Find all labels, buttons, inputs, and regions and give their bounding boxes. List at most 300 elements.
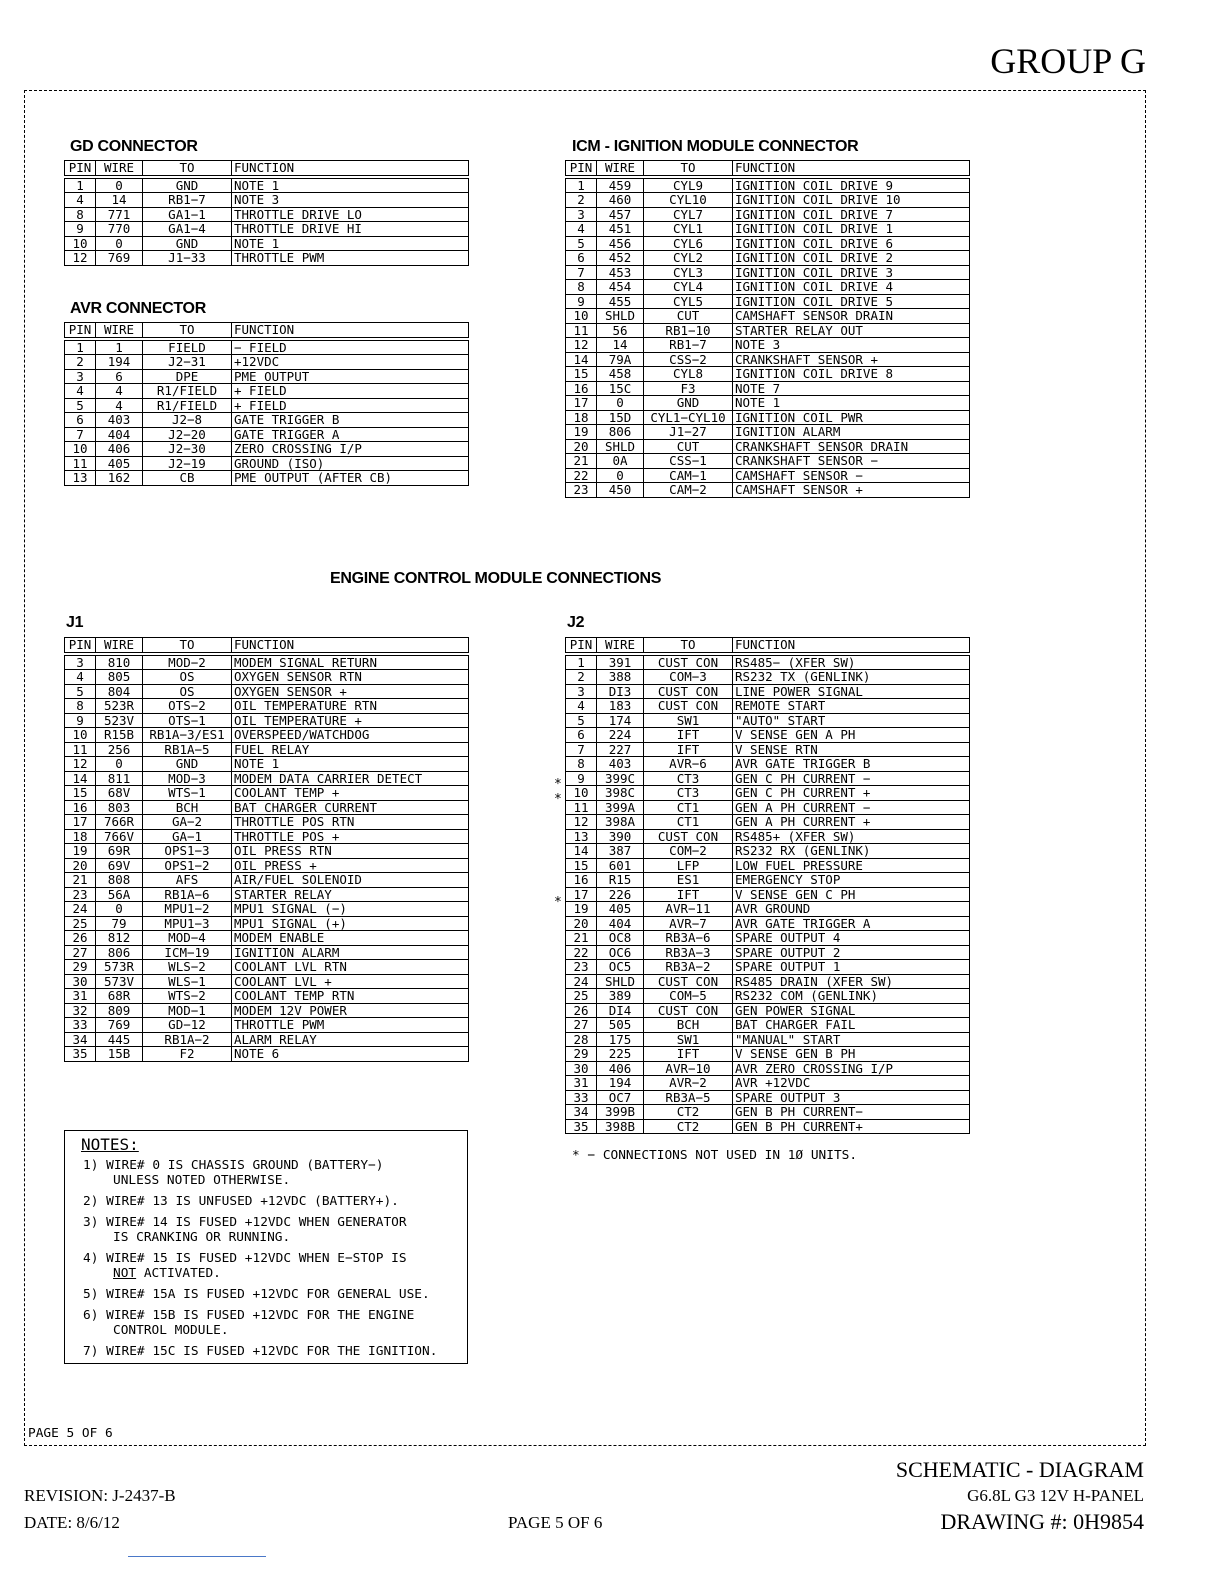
table-cell: 5 xyxy=(65,684,96,699)
table-cell: RB1A−6 xyxy=(143,887,232,902)
table-cell: DI3 xyxy=(597,684,644,699)
table-cell: 453 xyxy=(597,265,644,280)
table-cell: 458 xyxy=(597,367,644,382)
table-row xyxy=(566,280,970,295)
table-cell: 445 xyxy=(96,1032,143,1047)
column-header: WIRE xyxy=(96,161,143,177)
table-row xyxy=(65,873,469,888)
note-6-line1: 6) WIRE# 15B IS FUSED +12VDC FOR THE ENGINE xyxy=(83,1308,415,1323)
table-cell: J2−8 xyxy=(143,413,232,428)
column-header: WIRE xyxy=(96,638,143,654)
table-cell: 19 xyxy=(566,902,597,917)
table-cell: 15 xyxy=(566,858,597,873)
note-1-line1: 1) WIRE# 0 IS CHASSIS GROUND (BATTERY−) xyxy=(83,1158,384,1173)
table-cell: CYL8 xyxy=(644,367,733,382)
header-row xyxy=(65,323,469,339)
table-cell: 23 xyxy=(566,960,597,975)
table-cell: 194 xyxy=(597,1076,644,1091)
table-cell: 25 xyxy=(65,916,96,931)
table-cell: 405 xyxy=(96,456,143,471)
table-cell: OC5 xyxy=(597,960,644,975)
table-cell: 0 xyxy=(96,236,143,251)
table-cell: AVR GATE TRIGGER B xyxy=(733,757,970,772)
star-marker: * xyxy=(554,792,562,807)
table-cell: 2 xyxy=(65,355,96,370)
table-row xyxy=(566,1076,970,1091)
table-cell: 27 xyxy=(65,945,96,960)
table-cell: RB3A−5 xyxy=(644,1090,733,1105)
table-cell: IFT xyxy=(644,1047,733,1062)
table-row xyxy=(566,757,970,772)
table-cell: CT2 xyxy=(644,1105,733,1120)
table-cell: CRANKSHAFT SENSOR + xyxy=(733,352,970,367)
table-cell: 457 xyxy=(597,207,644,222)
table-cell: 3 xyxy=(65,654,96,670)
table-cell: GEN B PH CURRENT+ xyxy=(733,1119,970,1134)
table-cell: 12 xyxy=(566,815,597,830)
table-cell: 8 xyxy=(566,280,597,295)
table-cell: GEN A PH CURRENT + xyxy=(733,815,970,830)
table-cell: OC7 xyxy=(597,1090,644,1105)
table-cell: IGNITION ALARM xyxy=(232,945,469,960)
table-cell: GROUND (ISO) xyxy=(232,456,469,471)
table-cell: J1−27 xyxy=(644,425,733,440)
table-cell: 15D xyxy=(597,410,644,425)
table-cell: 2 xyxy=(566,670,597,685)
table-cell: OTS−2 xyxy=(143,699,232,714)
table-cell: 3 xyxy=(566,207,597,222)
table-cell: 399A xyxy=(597,800,644,815)
table-row xyxy=(65,222,469,237)
table-cell: 20 xyxy=(65,858,96,873)
table-cell: 14 xyxy=(566,352,597,367)
table-cell: RB1−10 xyxy=(644,323,733,338)
table-cell: 15 xyxy=(65,786,96,801)
table-row xyxy=(65,236,469,251)
table-cell: GEN C PH CURRENT − xyxy=(733,771,970,786)
star-marker: * xyxy=(554,895,562,910)
table-cell: OC8 xyxy=(597,931,644,946)
table-row xyxy=(566,654,970,670)
table-row xyxy=(65,251,469,266)
table-row xyxy=(566,193,970,208)
column-header: TO xyxy=(143,638,232,654)
table-cell: 35 xyxy=(65,1047,96,1062)
table-cell: CUT xyxy=(644,309,733,324)
column-header: FUNCTION xyxy=(733,638,970,654)
table-row xyxy=(566,829,970,844)
table-cell: V SENSE RTN xyxy=(733,742,970,757)
table-cell: 406 xyxy=(597,1061,644,1076)
table-cell: EMERGENCY STOP xyxy=(733,873,970,888)
table-cell: 388 xyxy=(597,670,644,685)
table-row xyxy=(65,413,469,428)
table-cell: AVR−10 xyxy=(644,1061,733,1076)
column-header: PIN xyxy=(566,638,597,654)
table-row xyxy=(65,1003,469,1018)
table-row xyxy=(566,294,970,309)
table-cell: CSS−2 xyxy=(644,352,733,367)
table-cell: WLS−2 xyxy=(143,960,232,975)
table-cell: 33 xyxy=(566,1090,597,1105)
table-cell: MODEM ENABLE xyxy=(232,931,469,946)
table-cell: IGNITION COIL DRIVE 2 xyxy=(733,251,970,266)
table-cell: RS485 DRAIN (XFER SW) xyxy=(733,974,970,989)
table-cell: WLS−1 xyxy=(143,974,232,989)
table-cell: 391 xyxy=(597,654,644,670)
table-cell: 31 xyxy=(566,1076,597,1091)
table-row xyxy=(65,1018,469,1033)
table-cell: THROTTLE POS RTN xyxy=(232,815,469,830)
table-cell: CYL5 xyxy=(644,294,733,309)
table-cell: 9 xyxy=(65,713,96,728)
table-row xyxy=(566,396,970,411)
table-cell: 32 xyxy=(65,1003,96,1018)
table-row xyxy=(65,193,469,208)
table-cell: 399B xyxy=(597,1105,644,1120)
table-cell: 387 xyxy=(597,844,644,859)
table-cell: CYL7 xyxy=(644,207,733,222)
table-cell: OIL TEMPERATURE + xyxy=(232,713,469,728)
table-cell: GND xyxy=(143,236,232,251)
table-cell: OIL TEMPERATURE RTN xyxy=(232,699,469,714)
table-cell: CYL2 xyxy=(644,251,733,266)
column-header: TO xyxy=(644,638,733,654)
table-cell: 17 xyxy=(566,887,597,902)
table-row xyxy=(65,844,469,859)
table-cell: GND xyxy=(644,396,733,411)
table-row xyxy=(65,960,469,975)
table-cell: 0 xyxy=(96,757,143,772)
table-cell: MOD−2 xyxy=(143,654,232,670)
table-cell: CRANKSHAFT SENSOR DRAIN xyxy=(733,439,970,454)
table-cell: SPARE OUTPUT 1 xyxy=(733,960,970,975)
table-cell: IGNITION COIL DRIVE 9 xyxy=(733,177,970,193)
column-header: TO xyxy=(644,161,733,177)
table-row xyxy=(65,887,469,902)
table-cell: 7 xyxy=(566,265,597,280)
table-cell: OPS1−2 xyxy=(143,858,232,873)
table-row xyxy=(65,207,469,222)
table-cell: 14 xyxy=(65,771,96,786)
table-cell: 3 xyxy=(65,369,96,384)
table-row xyxy=(566,960,970,975)
table-row xyxy=(65,916,469,931)
table-cell: 805 xyxy=(96,670,143,685)
table-cell: CT1 xyxy=(644,800,733,815)
table-cell: 11 xyxy=(65,456,96,471)
table-cell: CAMSHAFT SENSOR − xyxy=(733,468,970,483)
table-cell: ICM−19 xyxy=(143,945,232,960)
table-cell: 68V xyxy=(96,786,143,801)
table-cell: GA−1 xyxy=(143,829,232,844)
table-cell: OC6 xyxy=(597,945,644,960)
table-cell: 769 xyxy=(96,251,143,266)
column-header: WIRE xyxy=(597,161,644,177)
table-cell: 26 xyxy=(566,1003,597,1018)
table-cell: PME OUTPUT xyxy=(232,369,469,384)
table-cell: THROTTLE PWM xyxy=(232,251,469,266)
table-row xyxy=(566,800,970,815)
table-cell: GATE TRIGGER A xyxy=(232,427,469,442)
j2-footnote: * − CONNECTIONS NOT USED IN 1Ø UNITS. xyxy=(572,1148,858,1163)
table-cell: CUST CON xyxy=(644,1003,733,1018)
table-cell: CUST CON xyxy=(644,829,733,844)
table-cell: 403 xyxy=(96,413,143,428)
table-cell: 398A xyxy=(597,815,644,830)
note-4-rest: ACTIVATED. xyxy=(143,1266,221,1281)
note-6 xyxy=(83,1308,467,1338)
table-cell: BAT CHARGER CURRENT xyxy=(232,800,469,815)
table-row xyxy=(566,222,970,237)
table-cell: NOTE 6 xyxy=(232,1047,469,1062)
table-cell: 4 xyxy=(65,193,96,208)
table-cell: CYL6 xyxy=(644,236,733,251)
table-cell: 770 xyxy=(96,222,143,237)
table-cell: 403 xyxy=(597,757,644,772)
table-cell: 35 xyxy=(566,1119,597,1134)
table-cell: GD−12 xyxy=(143,1018,232,1033)
note-4 xyxy=(83,1251,467,1281)
table-cell: 1 xyxy=(96,339,143,355)
table-cell: 6 xyxy=(566,728,597,743)
table-row xyxy=(65,931,469,946)
table-cell: RS232 RX (GENLINK) xyxy=(733,844,970,859)
table-cell: OS xyxy=(143,684,232,699)
table-cell: 16 xyxy=(566,381,597,396)
table-cell: SW1 xyxy=(644,1032,733,1047)
table-row xyxy=(566,844,970,859)
note-4-not: NOT xyxy=(113,1266,137,1281)
table-row xyxy=(566,439,970,454)
table-cell: 7 xyxy=(566,742,597,757)
table-cell: 0 xyxy=(96,902,143,917)
table-row xyxy=(566,381,970,396)
table-cell: OS xyxy=(143,670,232,685)
table-cell: THROTTLE PWM xyxy=(232,1018,469,1033)
table-cell: 224 xyxy=(597,728,644,743)
table-cell: RB1−7 xyxy=(644,338,733,353)
table-cell: COM−3 xyxy=(644,670,733,685)
gd-connector-table xyxy=(64,160,469,266)
table-cell: J1−33 xyxy=(143,251,232,266)
table-row xyxy=(566,425,970,440)
table-cell: 573V xyxy=(96,974,143,989)
table-cell: CUST CON xyxy=(644,974,733,989)
table-cell: 9 xyxy=(65,222,96,237)
table-cell: 1 xyxy=(65,177,96,193)
table-cell: THROTTLE DRIVE LO xyxy=(232,207,469,222)
table-row xyxy=(65,815,469,830)
table-cell: 0 xyxy=(597,468,644,483)
table-cell: AVR +12VDC xyxy=(733,1076,970,1091)
table-cell: 5 xyxy=(65,398,96,413)
table-cell: OIL PRESS + xyxy=(232,858,469,873)
column-header: FUNCTION xyxy=(733,161,970,177)
table-cell: 1 xyxy=(566,177,597,193)
table-row xyxy=(65,1032,469,1047)
table-row xyxy=(65,1047,469,1062)
table-row xyxy=(566,454,970,469)
table-cell: 13 xyxy=(65,471,96,486)
table-row xyxy=(65,456,469,471)
table-cell: + FIELD xyxy=(232,398,469,413)
page-inner-label: PAGE 5 OF 6 xyxy=(28,1426,113,1441)
table-cell: 79 xyxy=(96,916,143,931)
table-row xyxy=(566,1047,970,1062)
note-5: 5) WIRE# 15A IS FUSED +12VDC FOR GENERAL USE. xyxy=(83,1287,430,1302)
table-cell: 16 xyxy=(566,873,597,888)
table-cell: 56 xyxy=(597,323,644,338)
table-row xyxy=(566,1003,970,1018)
table-cell: 389 xyxy=(597,989,644,1004)
table-row xyxy=(566,670,970,685)
table-row xyxy=(65,829,469,844)
table-cell: 601 xyxy=(597,858,644,873)
table-cell: 6 xyxy=(65,413,96,428)
table-cell: DPE xyxy=(143,369,232,384)
table-cell: 16 xyxy=(65,800,96,815)
table-cell: AVR−6 xyxy=(644,757,733,772)
table-row xyxy=(65,728,469,743)
group-label: GROUP G xyxy=(990,41,1146,81)
table-cell: IGNITION COIL DRIVE 4 xyxy=(733,280,970,295)
table-cell: 25 xyxy=(566,989,597,1004)
column-header: FUNCTION xyxy=(232,161,469,177)
table-row xyxy=(65,427,469,442)
table-cell: IGNITION COIL DRIVE 6 xyxy=(733,236,970,251)
table-cell: 21 xyxy=(566,931,597,946)
table-cell: PME OUTPUT (AFTER CB) xyxy=(232,471,469,486)
table-cell: RS485+ (XFER SW) xyxy=(733,829,970,844)
table-cell: 5 xyxy=(566,236,597,251)
table-cell: 30 xyxy=(65,974,96,989)
table-cell: GA1−4 xyxy=(143,222,232,237)
table-cell: "MANUAL" START xyxy=(733,1032,970,1047)
table-cell: 766V xyxy=(96,829,143,844)
table-cell: CAM−1 xyxy=(644,468,733,483)
table-cell: "AUTO" START xyxy=(733,713,970,728)
table-cell: F2 xyxy=(143,1047,232,1062)
table-cell: 18 xyxy=(566,410,597,425)
table-row xyxy=(566,771,970,786)
table-row xyxy=(566,902,970,917)
icm-connector-table xyxy=(565,160,970,498)
table-row xyxy=(566,1090,970,1105)
note-1 xyxy=(83,1158,467,1188)
note-3-line2: IS CRANKING OR RUNNING. xyxy=(113,1230,291,1245)
table-cell: 5 xyxy=(566,713,597,728)
table-cell: 455 xyxy=(597,294,644,309)
table-cell: ALARM RELAY xyxy=(232,1032,469,1047)
table-cell: REMOTE START xyxy=(733,699,970,714)
schematic-label: SCHEMATIC - DIAGRAM xyxy=(895,1457,1144,1482)
table-row xyxy=(566,815,970,830)
table-cell: IGNITION COIL DRIVE 8 xyxy=(733,367,970,382)
table-cell: MPU1 SIGNAL (+) xyxy=(232,916,469,931)
table-cell: 24 xyxy=(566,974,597,989)
table-cell: THROTTLE DRIVE HI xyxy=(232,222,469,237)
table-cell: AVR GATE TRIGGER A xyxy=(733,916,970,931)
table-cell: IGNITION COIL DRIVE 7 xyxy=(733,207,970,222)
table-cell: NOTE 1 xyxy=(232,236,469,251)
avr-title: AVR CONNECTOR xyxy=(70,300,206,317)
table-cell: 28 xyxy=(566,1032,597,1047)
drawing-number: DRAWING #: 0H9854 xyxy=(940,1509,1144,1534)
table-cell: GEN A PH CURRENT − xyxy=(733,800,970,815)
table-cell: J2−31 xyxy=(143,355,232,370)
table-row xyxy=(65,684,469,699)
table-cell: 79A xyxy=(597,352,644,367)
table-row xyxy=(566,858,970,873)
table-cell: RB1A−5 xyxy=(143,742,232,757)
table-cell: 0 xyxy=(96,177,143,193)
table-cell: BCH xyxy=(644,1018,733,1033)
table-cell: OIL PRESS RTN xyxy=(232,844,469,859)
table-cell: NOTE 1 xyxy=(733,396,970,411)
table-cell: RB1−7 xyxy=(143,193,232,208)
table-cell: CSS−1 xyxy=(644,454,733,469)
j2-title: J2 xyxy=(567,614,585,631)
table-row xyxy=(566,367,970,382)
table-row xyxy=(566,236,970,251)
table-cell: 404 xyxy=(96,427,143,442)
table-cell: IGNITION ALARM xyxy=(733,425,970,440)
table-cell: COOLANT TEMP RTN xyxy=(232,989,469,1004)
table-cell: 11 xyxy=(65,742,96,757)
column-header: PIN xyxy=(65,161,96,177)
table-cell: 451 xyxy=(597,222,644,237)
table-cell: 20 xyxy=(566,439,597,454)
table-cell: GND xyxy=(143,177,232,193)
table-cell: MOD−3 xyxy=(143,771,232,786)
table-cell: COM−2 xyxy=(644,844,733,859)
table-cell: CAMSHAFT SENSOR + xyxy=(733,483,970,498)
table-cell: 174 xyxy=(597,713,644,728)
column-header: WIRE xyxy=(597,638,644,654)
table-cell: 811 xyxy=(96,771,143,786)
table-cell: 29 xyxy=(566,1047,597,1062)
table-cell: 3 xyxy=(566,684,597,699)
table-cell: 69R xyxy=(96,844,143,859)
table-cell: 1 xyxy=(65,339,96,355)
table-cell: IGNITION COIL PWR xyxy=(733,410,970,425)
table-cell: RS485− (XFER SW) xyxy=(733,654,970,670)
table-cell: 8 xyxy=(566,757,597,772)
table-cell: 9 xyxy=(566,294,597,309)
note-6-line2: CONTROL MODULE. xyxy=(113,1323,229,1338)
table-cell: 809 xyxy=(96,1003,143,1018)
table-row xyxy=(65,471,469,486)
table-row xyxy=(566,1119,970,1134)
table-cell: RS232 TX (GENLINK) xyxy=(733,670,970,685)
table-cell: AVR ZERO CROSSING I/P xyxy=(733,1061,970,1076)
table-cell: 573R xyxy=(96,960,143,975)
table-cell: F3 xyxy=(644,381,733,396)
table-cell: STARTER RELAY OUT xyxy=(733,323,970,338)
table-cell: 183 xyxy=(597,699,644,714)
table-row xyxy=(566,699,970,714)
table-cell: 34 xyxy=(566,1105,597,1120)
table-cell: 14 xyxy=(96,193,143,208)
table-row xyxy=(65,384,469,399)
table-cell: 806 xyxy=(597,425,644,440)
table-cell: 31 xyxy=(65,989,96,1004)
table-cell: 399C xyxy=(597,771,644,786)
header-row xyxy=(65,161,469,177)
table-cell: J2−20 xyxy=(143,427,232,442)
table-row xyxy=(566,410,970,425)
